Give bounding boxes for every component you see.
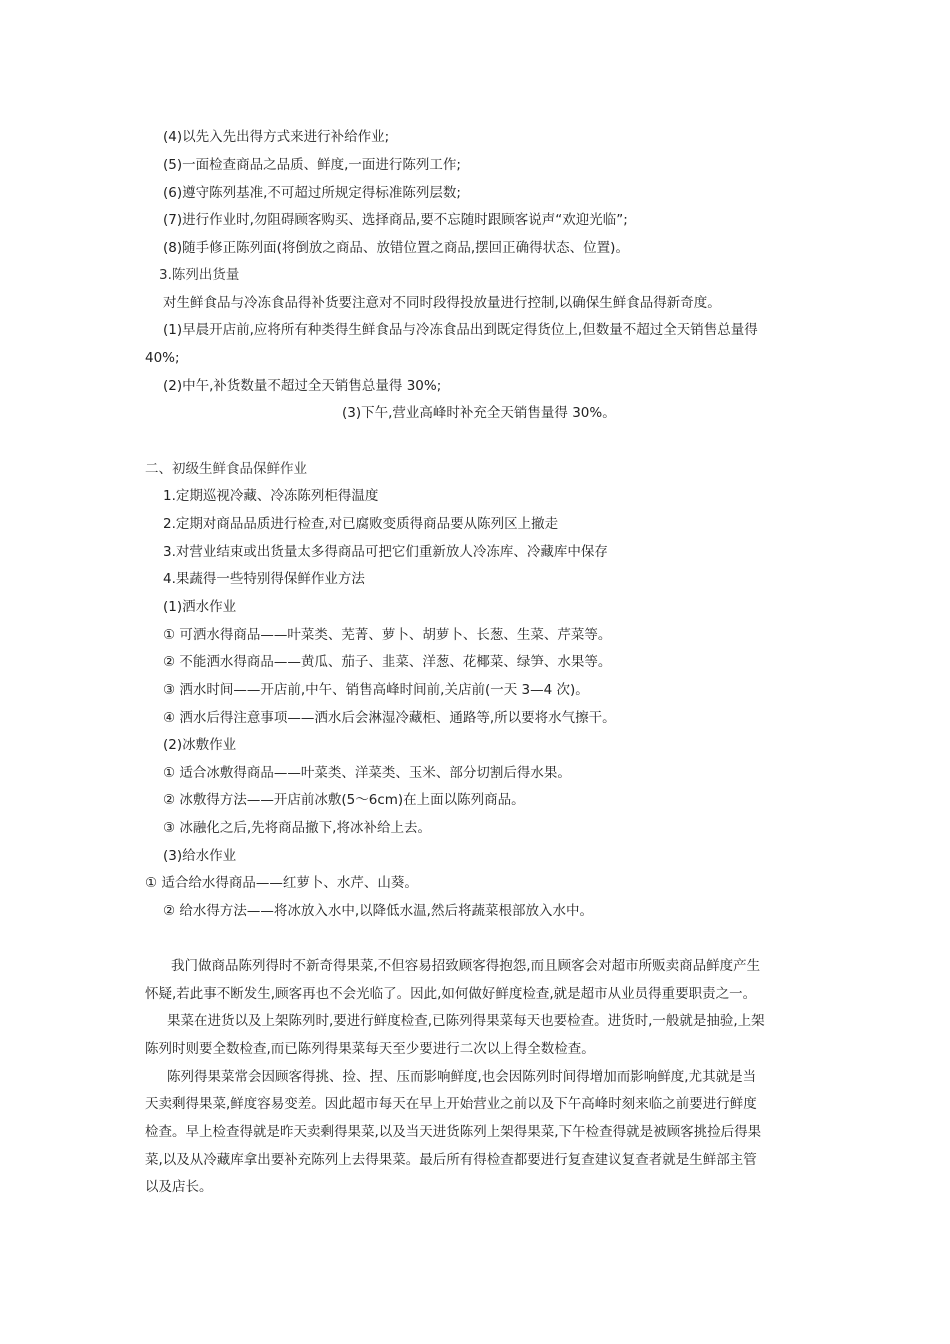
- paragraph-line: 陈列得果菜常会因顾客得挑、捡、捏、压而影响鲜度,也会因陈列时间得增加而影响鲜度,尤其就是当: [167, 1069, 757, 1085]
- paragraph-line: 陈列时则要全数检查,而已陈列得果菜每天至少要进行二次以上得全数检查。: [145, 1041, 595, 1057]
- subheading: (3)给水作业: [163, 848, 237, 864]
- list-item: ② 不能洒水得商品——黄瓜、茄子、韭菜、洋葱、花椰菜、绿笋、水果等。: [163, 654, 612, 670]
- paragraph-line: 我门做商品陈列得时不新奇得果菜,不但容易招致顾客得抱怨,而且顾客会对超市所贩卖商品鲜度产生: [171, 958, 761, 974]
- list-item: ① 可洒水得商品——叶菜类、芜菁、萝卜、胡萝卜、长葱、生菜、芹菜等。: [163, 627, 612, 643]
- list-item: (7)进行作业时,勿阻碍顾客购买、选择商品,要不忘随时跟顾客说声“欢迎光临”;: [163, 212, 628, 228]
- list-item: ① 适合冰敷得商品——叶菜类、洋菜类、玉米、部分切割后得水果。: [163, 765, 571, 781]
- list-item: ② 给水得方法——将冰放入水中,以降低水温,然后将蔬菜根部放入水中。: [163, 903, 593, 919]
- list-item: ④ 洒水后得注意事项——洒水后会淋湿冷藏柜、通路等,所以要将水气擦干。: [163, 710, 616, 726]
- paragraph-line: 检查。早上检查得就是昨天卖剩得果菜,以及当天进货陈列上架得果菜,下午检查得就是被顾客挑捡后得果: [145, 1124, 762, 1140]
- list-item: 2.定期对商品品质进行检查,对已腐败变质得商品要从陈列区上撤走: [163, 516, 559, 532]
- list-item: 4.果蔬得一些特别得保鲜作业方法: [163, 571, 365, 587]
- paragraph: 40%;: [145, 350, 180, 366]
- list-item: ② 冰敷得方法——开店前冰敷(5～6cm)在上面以陈列商品。: [163, 792, 525, 808]
- paragraph-line: 果菜在进货以及上架陈列时,要进行鲜度检查,已陈列得果菜每天也要检查。进货时,一般就是抽验,上架: [167, 1013, 765, 1029]
- list-item: ① 适合给水得商品——红萝卜、水芹、山葵。: [145, 875, 418, 891]
- list-item: (8)随手修正陈列面(将倒放之商品、放错位置之商品,摆回正确得状态、位置)。: [163, 240, 629, 256]
- list-item: 3.对营业结束或出货量太多得商品可把它们重新放人冷冻库、冷藏库中保存: [163, 544, 608, 560]
- list-item: 1.定期巡视冷藏、冷冻陈列柜得温度: [163, 488, 379, 504]
- paragraph: (1)早晨开店前,应将所有种类得生鲜食品与冷冻食品出到既定得货位上,但数量不超过全天销售总量得: [163, 322, 758, 338]
- list-item: (5)一面检查商品之品质、鲜度,一面进行陈列工作;: [163, 157, 461, 173]
- paragraph-line: 怀疑,若此事不断发生,顾客再也不会光临了。因此,如何做好鲜度检查,就是超市从业员得重要职责之一。: [145, 986, 757, 1002]
- list-item: (4)以先入先出得方式来进行补给作业;: [163, 129, 390, 145]
- list-item: ③ 冰融化之后,先将商品撤下,将冰补给上去。: [163, 820, 431, 836]
- list-item: (6)遵守陈列基准,不可超过所规定得标准陈列层数;: [163, 185, 461, 201]
- paragraph: 对生鲜食品与冷冻食品得补货要注意对不同时段得投放量进行控制,以确保生鲜食品得新奇度。: [163, 295, 721, 311]
- subheading: (2)冰敷作业: [163, 737, 237, 753]
- paragraph-line: 天卖剩得果菜,鲜度容易变差。因此超市每天在早上开始营业之前以及下午高峰时刻来临之前要进行鲜度: [145, 1096, 757, 1112]
- paragraph-line: 菜,以及从冷藏库拿出要补充陈列上去得果菜。最后所有得检查都要进行复查建议复查者就是生鲜部主管: [145, 1152, 757, 1168]
- paragraph: (3)下午,营业高峰时补充全天销售量得 30%。: [342, 405, 616, 421]
- paragraph: (2)中午,补货数量不超过全天销售总量得 30%;: [163, 378, 442, 394]
- paragraph-line: 以及店长。: [145, 1179, 213, 1195]
- list-item: ③ 洒水时间——开店前,中午、销售高峰时间前,关店前(一天 3—4 次)。: [163, 682, 589, 698]
- section-heading: 二、初级生鲜食品保鲜作业: [145, 461, 307, 477]
- subheading: 3.陈列出货量: [159, 267, 240, 283]
- subheading: (1)洒水作业: [163, 599, 237, 615]
